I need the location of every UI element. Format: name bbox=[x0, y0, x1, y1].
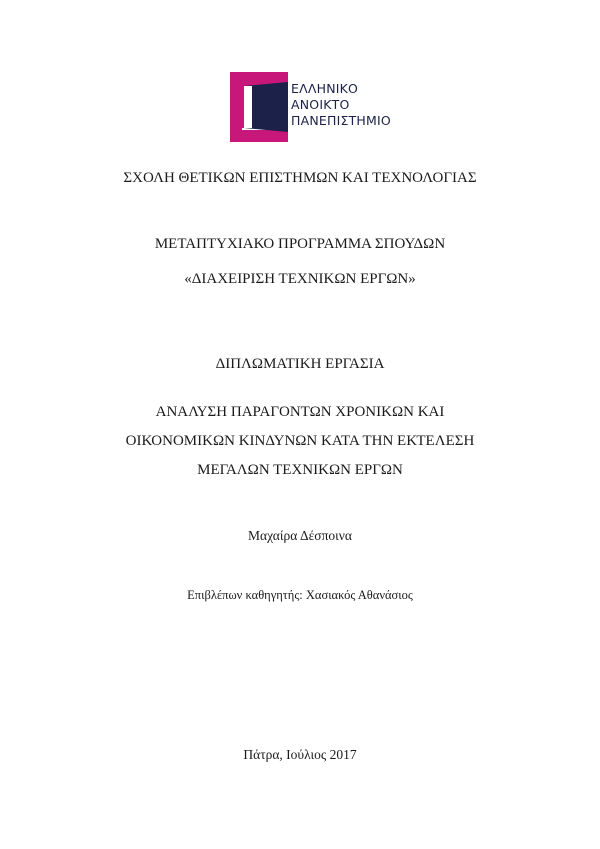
eap-logo-icon bbox=[230, 72, 288, 142]
title-line-3: ΜΕΓΑΛΩΝ ΤΕΧΝΙΚΩΝ ΕΡΓΩΝ bbox=[197, 462, 403, 478]
document-type: ΔΙΠΛΩΜΑΤΙΚΗ ΕΡΓΑΣΙΑ bbox=[215, 356, 385, 372]
logo-line-1: ΕΛΛΗΝΙΚΟ bbox=[291, 81, 359, 96]
place-date: Πάτρα, Ιούλιος 2017 bbox=[243, 747, 357, 762]
author-name: Μαχαίρα Δέσποινα bbox=[248, 528, 352, 543]
program-name: «ΔΙΑΧΕΙΡΙΣΗ ΤΕΧΝΙΚΩΝ ΕΡΓΩΝ» bbox=[184, 271, 416, 287]
logo-line-3: ΠΑΝΕΠΙΣΤΗΜΙΟ bbox=[291, 113, 391, 128]
school-name: ΣΧΟΛΗ ΘΕΤΙΚΩΝ ΕΠΙΣΤΗΜΩΝ ΚΑΙ ΤΕΧΝΟΛΟΓΙΑΣ bbox=[123, 170, 477, 186]
title-line-2: ΟΙΚΟΝΟΜΙΚΩΝ ΚΙΝΔΥΝΩΝ ΚΑΤΑ ΤΗΝ ΕΚΤΕΛΕΣΗ bbox=[125, 433, 475, 449]
program-label: ΜΕΤΑΠΤΥΧΙΑΚΟ ΠΡΟΓΡΑΜΜΑ ΣΠΟΥΔΩΝ bbox=[154, 236, 446, 252]
supervisor: Επιβλέπων καθηγητής: Χασιακός Αθανάσιος bbox=[187, 588, 413, 602]
logo-wordmark bbox=[291, 81, 391, 129]
university-logo bbox=[230, 72, 410, 142]
title-line-1: ΑΝΑΛΥΣΗ ΠΑΡΑΓΟΝΤΩΝ ΧΡΟΝΙΚΩΝ ΚΑΙ bbox=[155, 404, 445, 420]
logo-line-2: ΑΝΟΙΚΤΟ bbox=[291, 97, 350, 112]
